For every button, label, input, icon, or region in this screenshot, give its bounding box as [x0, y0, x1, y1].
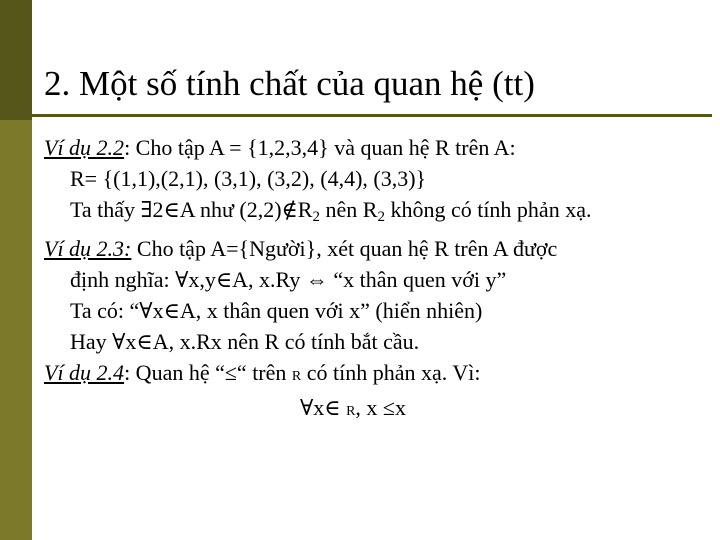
- example-2-3-note: Ta có: “∀x∈A, x thân quen với x” (hiển nhiên): [70, 298, 483, 323]
- obs-part: nên R: [319, 197, 378, 222]
- obs-part: Ta thấy ∃2∈A như (2,2)∉R: [70, 197, 313, 222]
- slide-title: 2. Một số tính chất của quan hệ (tt): [44, 64, 535, 103]
- example-2-3-intro: [44, 233, 704, 264]
- example-2-3-conclusion: Hay ∀x∈A, x.Rx nên R có tính bắt cầu.: [70, 329, 420, 354]
- subscript: 2: [312, 209, 320, 225]
- example-2-4-intro: [44, 357, 704, 392]
- example-2-3-definition: định nghĩa: ∀x,y∈A, x.Ry ⇔ “x thân quen với y”: [70, 267, 507, 292]
- slide-body: [44, 132, 704, 427]
- real-set-symbol: R: [291, 369, 302, 384]
- example-text: : Quan hệ “≤“ trên: [124, 360, 292, 385]
- example-2-2-relation: R= {(1,1),(2,1), (3,1), (3,2), (4,4), (3,3)}: [70, 166, 427, 191]
- example-label: Ví dụ 2.3:: [44, 236, 132, 261]
- obs-part: không có tính phản xạ.: [384, 197, 592, 222]
- formula-part: , x ≤x: [355, 395, 406, 420]
- example-label: Ví dụ 2.2: [44, 135, 125, 160]
- example-2-2-observation: [44, 194, 704, 233]
- real-set-symbol: R: [346, 404, 356, 419]
- example-text: có tính phản xạ. Vì:: [301, 360, 481, 385]
- title-divider: [32, 114, 712, 117]
- example-label: Ví dụ 2.4: [44, 360, 125, 385]
- formula-part: ∀x∈: [300, 395, 347, 420]
- example-2-2-intro: [44, 132, 704, 163]
- example-2-4-formula: [44, 392, 704, 427]
- subscript: 2: [377, 209, 385, 225]
- example-text: : Cho tập A = {1,2,3,4} và quan hệ R trên A:: [124, 135, 516, 160]
- left-accent-bar-top: [0, 0, 32, 120]
- example-text: Cho tập A={Người}, xét quan hệ R trên A được: [131, 236, 558, 261]
